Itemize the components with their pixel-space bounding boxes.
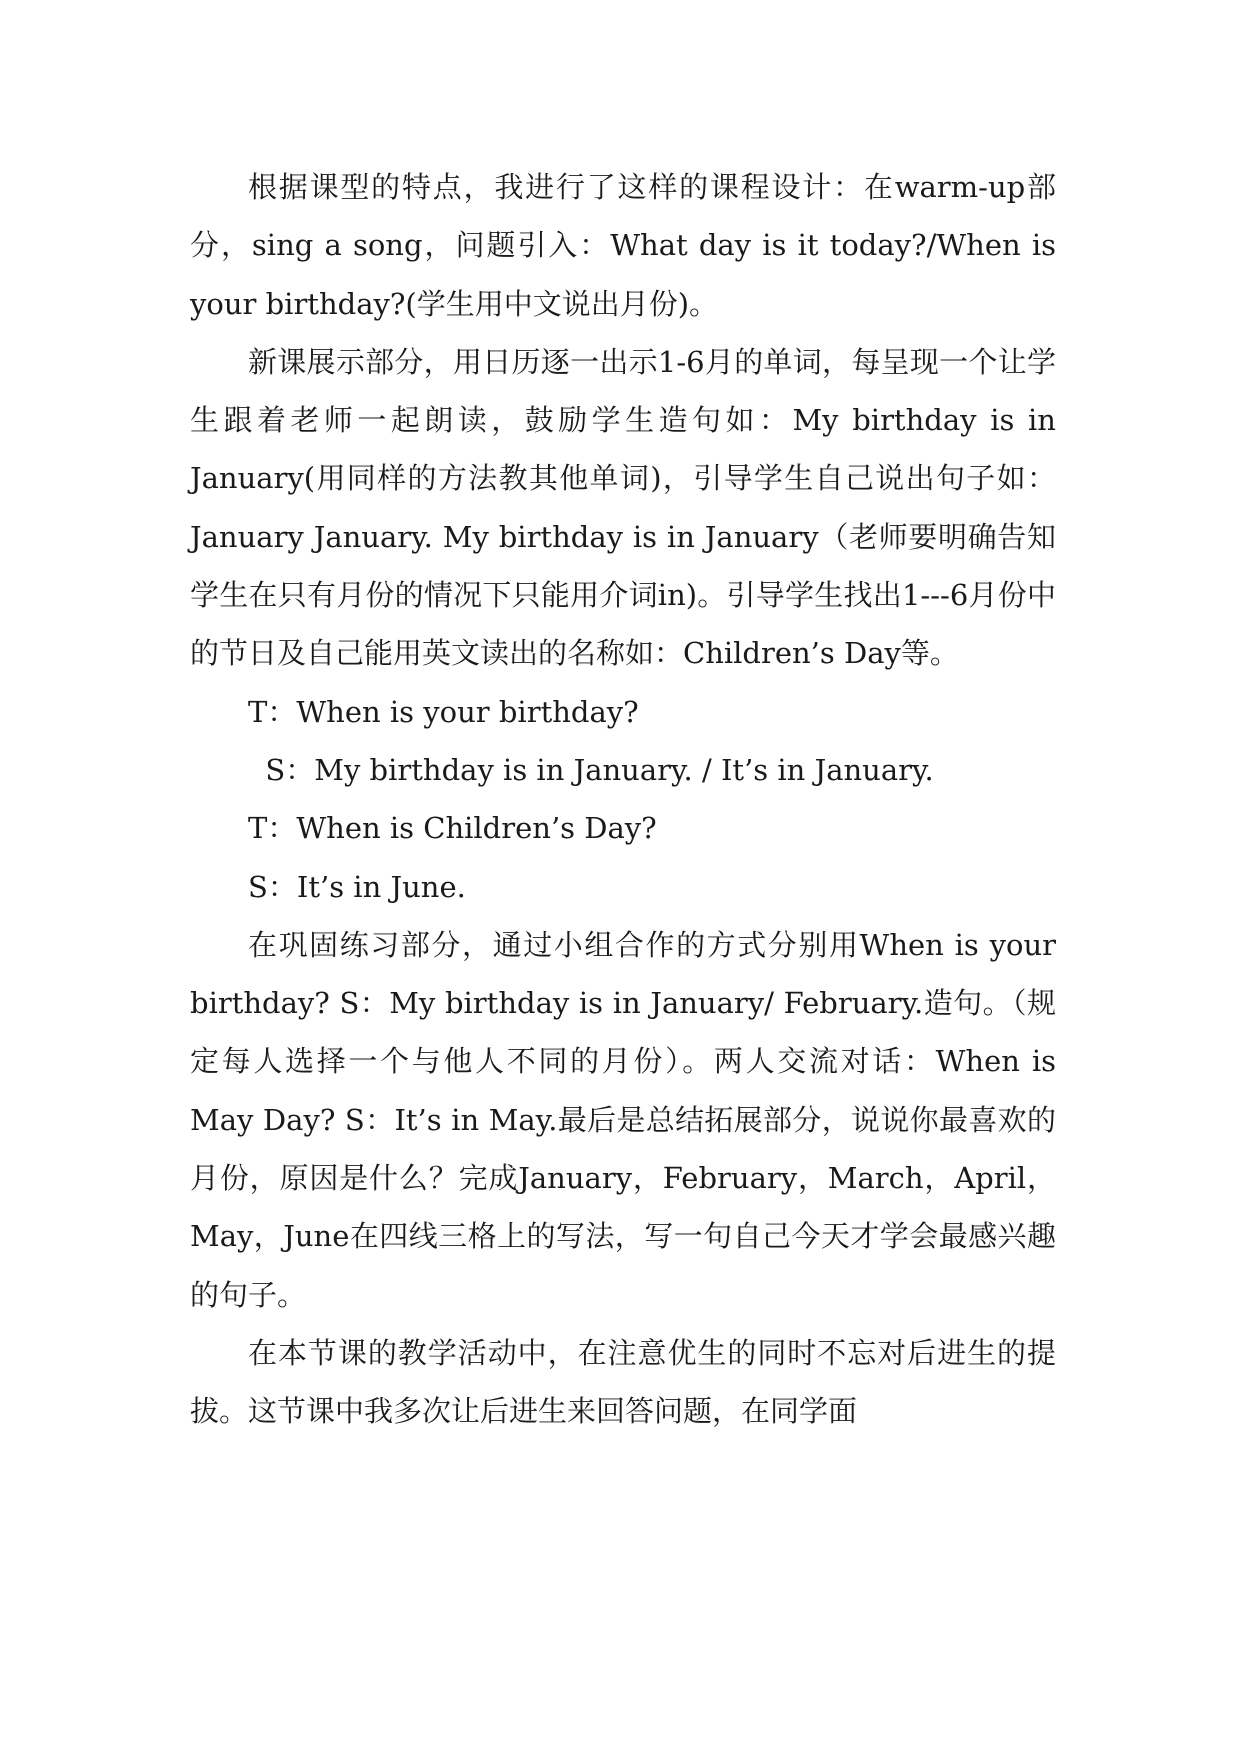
dialog-line-teacher-2: T：When is Children’s Day?	[248, 811, 657, 846]
paragraph-course-design: 根据课型的特点，我进行了这样的课程设计：在warm-up部分，sing a song，问题引入：What day is it today?/When is your birthday?(学生用中文说出月份)。	[190, 170, 1056, 321]
paragraph-teaching-activity: 在本节课的教学活动中，在注意优生的同时不忘对后进生的提拔。这节课中我多次让后进生来回答问题，在同学面	[190, 1335, 1056, 1429]
dialog-line-student-1: S：My birthday is in January. / It’s in January.	[265, 752, 934, 787]
paragraph-new-lesson: 新课展示部分，用日历逐一出示1-6月的单词，每呈现一个让学生跟着老师一起朗读，鼓励学生造句如：My birthday is in January(用同样的方法教其他单词)，引导学生自己说出句子如：January January. My birthday is in January（老师要明确告知学生在只有月份的情况下只能用介词in)。引导学生找出1---6月份中的节日及自己能用英文读出的名称如：Children’s Day等。	[190, 344, 1056, 671]
paragraph-practice: 在巩固练习部分，通过小组合作的方式分别用When is your birthday? S：My birthday is in January/ February.造句。（规定每人选择一个与他人不同的月份）。两人交流对话：When is May Day? S：It’s in May.最后是总结拓展部分，说说你最喜欢的月份，原因是什么？完成January，February，March，April，May，June在四线三格上的写法，写一句自己今天才学会最感兴趣的句子。	[190, 927, 1056, 1312]
dialog-line-teacher-1: T：When is your birthday?	[248, 694, 639, 729]
dialog-line-student-2: S：It’s in June.	[248, 869, 466, 904]
document-body	[190, 158, 1056, 1441]
